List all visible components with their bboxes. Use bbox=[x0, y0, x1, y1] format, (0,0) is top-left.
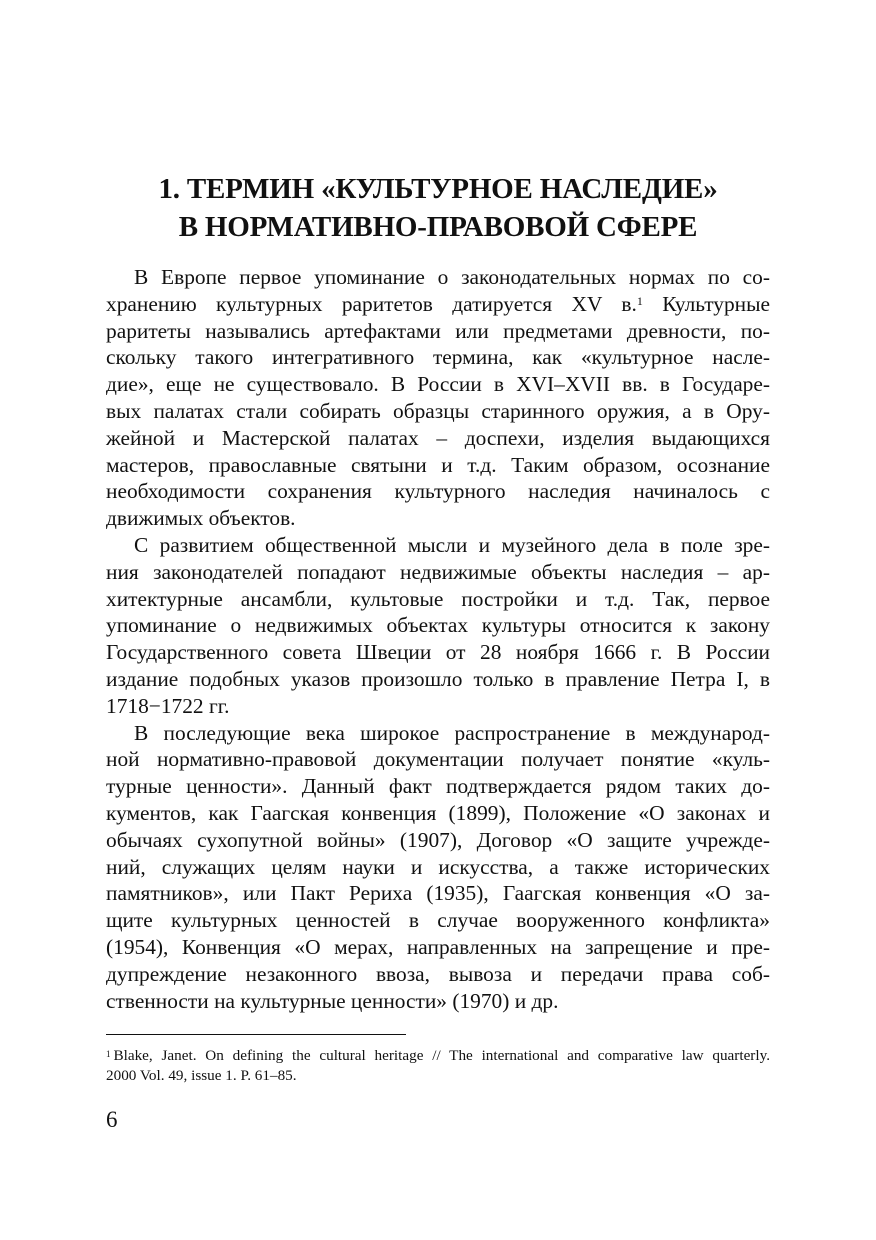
text-line: жейной и Мастерской палатах – доспехи, изделия выдающихся bbox=[106, 425, 770, 450]
text-line: движимых объектов. bbox=[106, 506, 296, 531]
paragraph-1 bbox=[106, 264, 770, 532]
heading-line-1: 1. ТЕРМИН «КУЛЬТУРНОЕ НАСЛЕДИЕ» bbox=[158, 173, 718, 205]
text-line: В Европе первое упоминание о законодательных нормах по со- bbox=[134, 265, 770, 289]
text-line: ной нормативно-правовой документации получает понятие «куль- bbox=[106, 747, 770, 772]
text-line: дупреждение незаконного ввоза, вывоза и передачи права соб- bbox=[106, 961, 770, 986]
page-number: 6 bbox=[106, 1107, 118, 1132]
text-line: издание подобных указов произошло только в правление Петра I, в bbox=[106, 666, 770, 691]
text-line: В последующие века широкое распространение в международ- bbox=[134, 720, 770, 745]
text-line: раритеты назывались артефактами или предметами древности, по- bbox=[106, 318, 770, 343]
text-line: Государственного совета Швеции от 28 ноября 1666 г. В России bbox=[106, 640, 770, 665]
text-line: обычаях сухопутной войны» (1907), Договор «О защите учрежде- bbox=[106, 827, 770, 852]
paragraph-2 bbox=[106, 532, 770, 720]
text-line: хитектурные ансамбли, культовые постройки и т.д. Так, первое bbox=[106, 586, 770, 611]
footnote-divider bbox=[106, 1034, 406, 1035]
footnote-line: 2000 Vol. 49, issue 1. P. 61–85. bbox=[106, 1067, 297, 1084]
text-line: памятников», или Пакт Рериха (1935), Гаагская конвенция «О за- bbox=[106, 881, 770, 906]
text-fragment: хранению культурных раритетов датируется XV в. bbox=[106, 291, 637, 316]
footnote-mark: 1 bbox=[106, 1049, 111, 1059]
text-line: дие», еще не существовало. В России в XVI–XVII вв. в Государе- bbox=[106, 372, 770, 397]
text-line bbox=[106, 291, 770, 318]
footnote-line bbox=[106, 1046, 770, 1066]
text-line: ния законодателей попадают недвижимые объекты наследия – ар- bbox=[106, 559, 770, 584]
section-heading bbox=[106, 170, 770, 246]
paragraph-3 bbox=[106, 720, 770, 1015]
text-fragment: Культурные bbox=[662, 291, 770, 316]
text-line: мастеров, православные святыни и т.д. Таким образом, осознание bbox=[106, 452, 770, 477]
body-text bbox=[106, 264, 770, 1014]
text-line: скольку такого интегративного термина, как «культурное насле- bbox=[106, 345, 770, 370]
text-line: кументов, как Гаагская конвенция (1899), Положение «О законах и bbox=[106, 800, 770, 825]
footnote-reference[interactable]: 1 bbox=[636, 293, 643, 308]
text-line: ственности на культурные ценности» (1970) и др. bbox=[106, 988, 559, 1013]
heading-line-2: В НОРМАТИВНО-ПРАВОВОЙ СФЕРЕ bbox=[178, 211, 698, 243]
footnote bbox=[106, 1046, 770, 1086]
text-line: упоминание о недвижимых объектах культуры относится к закону bbox=[106, 613, 770, 638]
text-line: турные ценности». Данный факт подтверждается рядом таких до- bbox=[106, 774, 770, 799]
text-line: необходимости сохранения культурного наследия начиналось с bbox=[106, 479, 770, 504]
text-line: 1718−1722 гг. bbox=[106, 693, 230, 718]
text-line: С развитием общественной мысли и музейного дела в поле зре- bbox=[134, 532, 770, 557]
footnote-text: Blake, Janet. On defining the cultural heritage // The international and comparative law quarterly. bbox=[113, 1047, 770, 1064]
text-line: (1954), Конвенция «О мерах, направленных на запрещение и пре- bbox=[106, 934, 770, 959]
text-line: щите культурных ценностей в случае вооруженного конфликта» bbox=[106, 908, 770, 933]
text-line: вых палатах стали собирать образцы старинного оружия, а в Ору- bbox=[106, 398, 770, 423]
text-line: ний, служащих целям науки и искусства, а также исторических bbox=[106, 854, 770, 879]
